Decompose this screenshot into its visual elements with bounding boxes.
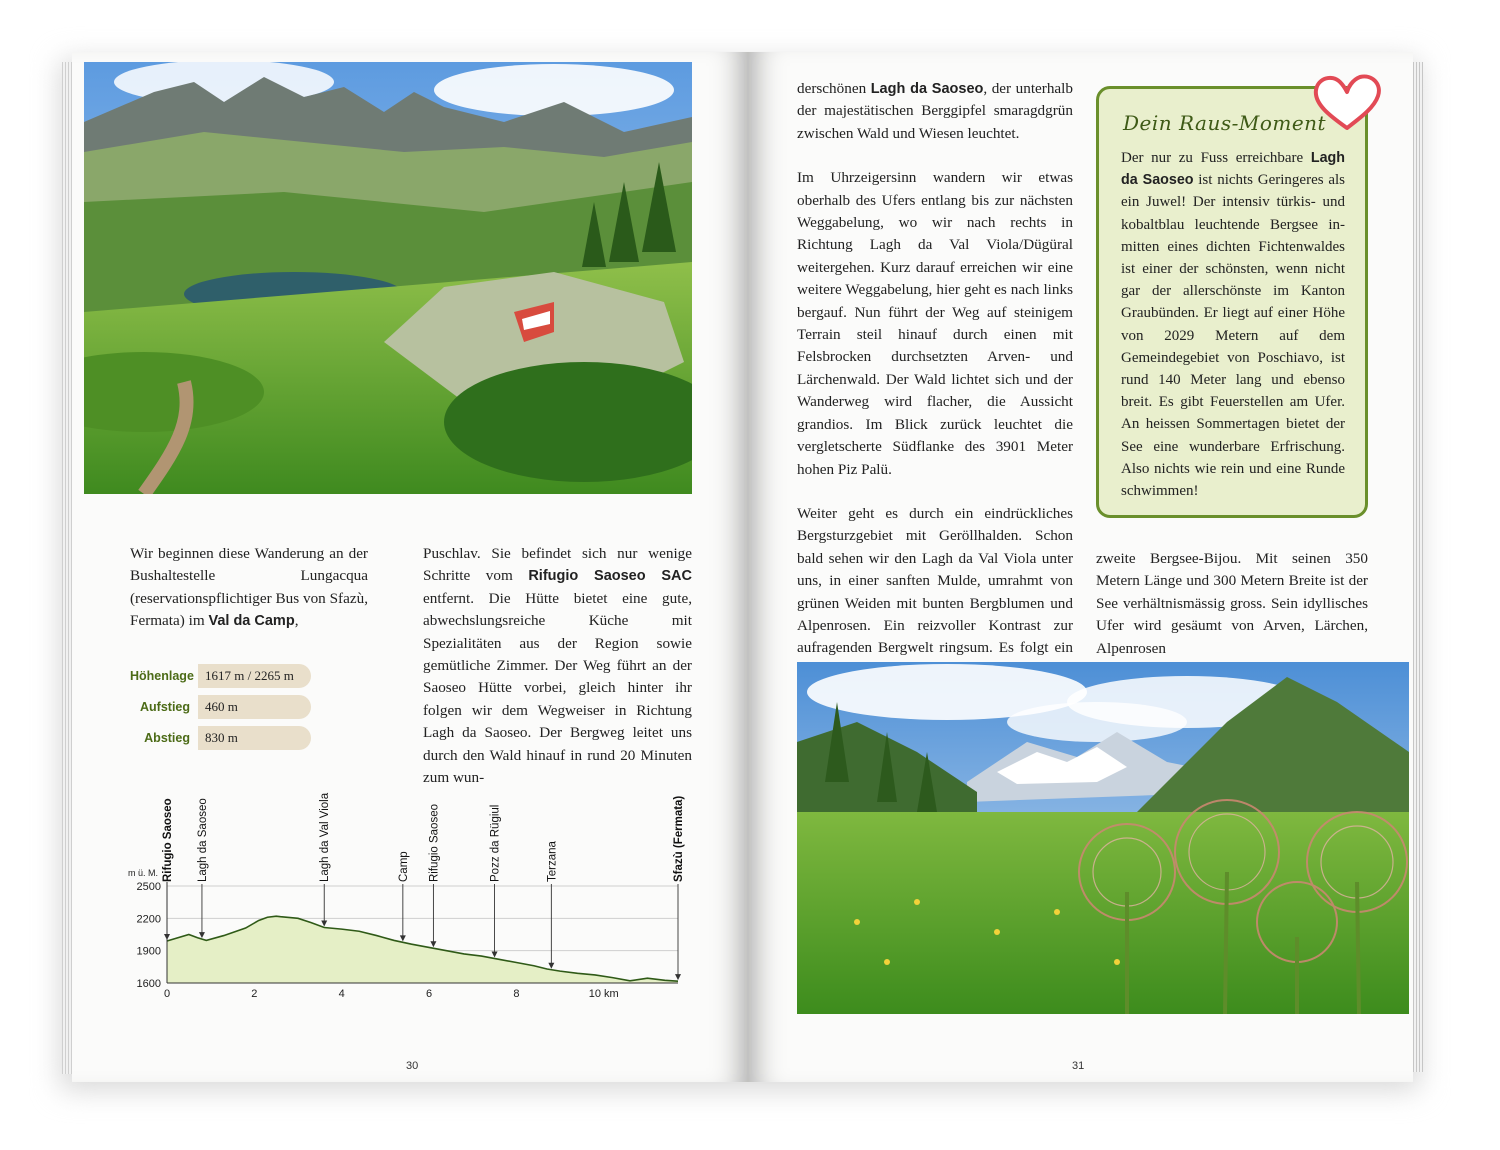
tour-stats <box>130 660 311 753</box>
left-column-2: Puschlav. Sie befindet sich nur wenige Schritte vom Rifugio Saoseo SAC entfernt. Die Hütte bietet eine gute, abwechslungsreiche Küche mit Spezialitäten aus der Region sowie gemütliche Zimmer. Der Weg führt an der Saoseo Hütte vorbei, gleich hinter ihr folgen wir dem Wegweiser in Richtung Lagh da Saoseo. Der Bergweg leitet uns durch den Wald hinauf in rund 20 Minuten zum wun- <box>423 545 692 787</box>
paragraph: Weiter geht es durch ein eindrückliches Bergsturzgebiet mit Geröllhalden. Schon bald sehen wir den Lagh da Val Viola unter uns, in einer sanften Mulde, umrahmt von grünen Weiden mit bunten Bergblumen und Alpenrosen. Ein reizvoller Kontrast zur aufragenden Bergwelt ringsum. Es folgt ein <box>797 504 1073 657</box>
stat-label: Höhenlage <box>130 668 194 683</box>
stat-row <box>130 722 311 753</box>
x-tick-label: 4 <box>338 988 345 1000</box>
waypoint-arrow <box>321 920 327 926</box>
waypoint-arrow <box>164 934 170 940</box>
waypoint-label: Sfazù (Fermata) <box>673 795 685 882</box>
y-tick-label: 2200 <box>136 913 161 926</box>
waypoint-arrow <box>199 932 205 938</box>
right-column-1 <box>797 78 1073 727</box>
stat-value: 830 m <box>198 726 311 750</box>
intro-paragraph: Wir beginnen diese Wanderung an der Bushaltestelle Lungacqua (reservationspflichtiger Bus von Sfazù, Fermata) im Val da Camp, <box>130 545 368 630</box>
y-tick-label: 1600 <box>136 978 161 990</box>
y-axis-label: m ü. M. <box>128 868 159 878</box>
waypoint-arrow <box>548 963 554 969</box>
stat-value: 1617 m / 2265 m <box>198 664 311 688</box>
paragraph: derschönen Lagh da Saoseo, der unterhalb der majestätischen Berggipfel smaragdgrün zwischen Wald und Wiesen leuchtet. <box>797 80 1073 142</box>
waypoint-label: Rifugio Saoseo <box>428 804 441 882</box>
waypoint-label: Lagh da Saoseo <box>196 798 209 882</box>
y-tick-label: 2500 <box>136 881 161 893</box>
raus-moment-box <box>1096 86 1368 518</box>
raus-moment-text: Der nur zu Fuss erreichbare Lagh da Saoseo ist nichts Geringeres als ein Juwel! Der intensiv türkis- und kobaltblau leuchtende Bergsee inmitten eines dichten Fichtenwaldes ist einer der schönsten, wenn nicht gar der allerschönste im Kanton Graubünden. Er liegt auf einer Höhe von 2029 Metern auf dem Gemeindegebiet von Poschiavo, ist rund 140 Meter lang und ebenso breit. Es gibt Feuerstellen am Ufer. An heissen Sommertagen bietet der See eine wunderbare Erfrischung. Also nichts wie rein und eine Runde schwimmen! <box>1121 150 1345 500</box>
x-tick-label: 0 <box>163 988 171 1000</box>
paragraph: Im Uhrzeigersinn wandern wir etwas oberhalb des Ufers entlang bis zur nächsten Weggabelung, wo wir nach rechts in Richtung Lagh da Val Viola/Dügüral weitergehen. Kurz darauf erreichen wir eine weitere Weggabelung, hier geht es nach links bergauf. Nun führt der Weg auf steinigem Terrain steil hinauf durch einen mit Felsbrocken durchsetzten Arven- und Lärchenwald. Der Wald lichtet sich und der Wanderweg wird flacher, die Aussicht grandios. Im Blick zurück leuchtet die vergletscherte Südflanke des 3901 Meter hohen Piz Palü. <box>797 169 1073 478</box>
mountain-lake-photo <box>84 62 692 494</box>
right-column-2: zweite Bergsee-Bijou. Mit seinen 350 Metern Länge und 300 Metern Breite ist der See verhältnismässig gross. Sein idyllisches Ufer wird gesäumt von Arven, Lärchen, Alpenrosen <box>1096 550 1368 657</box>
page-number-left: 30 <box>406 1060 419 1072</box>
stat-row <box>130 691 311 722</box>
x-tick-label: 2 <box>251 988 258 1000</box>
waypoint-label: Lagh da Val Viola <box>319 792 332 882</box>
stat-label: Aufstieg <box>140 699 190 714</box>
stat-row <box>130 660 311 691</box>
waypoint-label: Rifugio Saoseo <box>162 798 174 882</box>
raus-moment-title: Dein Raus-Moment <box>1123 111 1327 135</box>
x-tick-label: 10 km <box>588 988 619 1000</box>
profile-area <box>167 916 678 983</box>
waypoint-arrow <box>400 935 406 941</box>
x-tick-label: 8 <box>513 988 520 1000</box>
waypoint-arrow <box>492 951 498 957</box>
waypoint-label: Pozz da Rügiul <box>489 804 502 882</box>
heart-icon <box>1310 72 1384 134</box>
stat-value: 460 m <box>198 695 311 719</box>
elevation-profile-chart <box>120 788 690 1018</box>
waypoint-arrow <box>430 941 436 947</box>
y-tick-label: 1900 <box>136 945 161 958</box>
waypoint-arrow <box>675 974 681 980</box>
alpine-meadow-photo <box>797 662 1409 1014</box>
page-number-right: 31 <box>1072 1060 1085 1072</box>
waypoint-label: Camp <box>397 851 410 882</box>
stat-label: Abstieg <box>144 730 190 745</box>
x-tick-label: 6 <box>425 988 433 1000</box>
waypoint-label: Terzana <box>546 841 559 882</box>
